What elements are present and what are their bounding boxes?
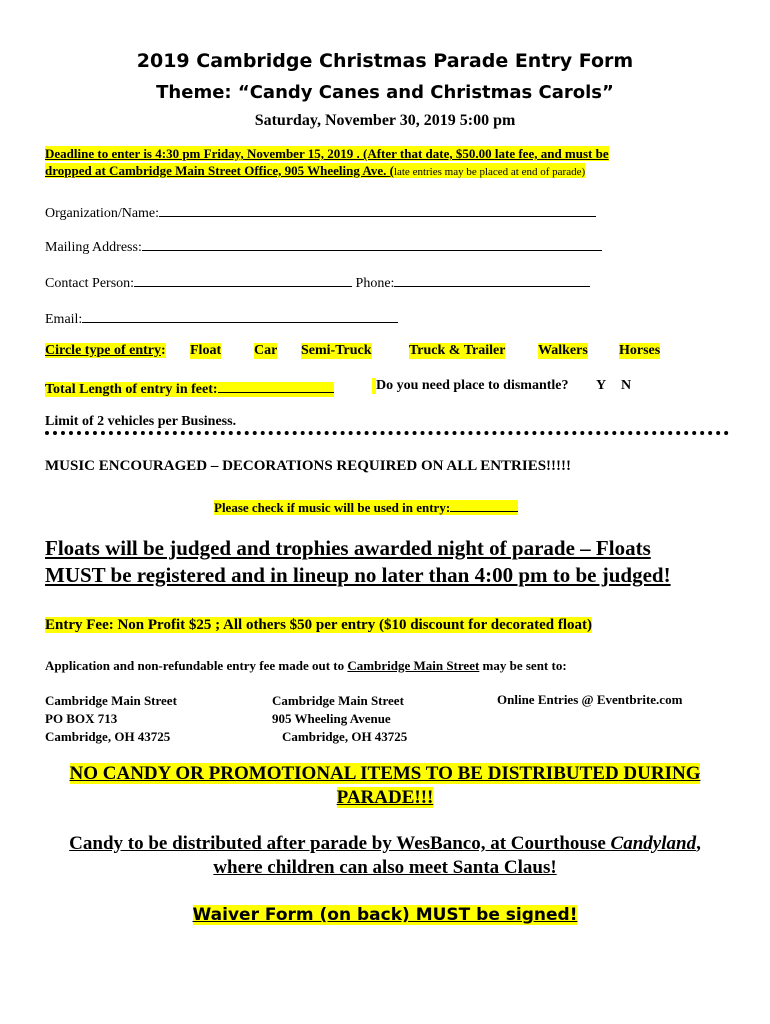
no-candy-text-2: PARADE!!! xyxy=(336,787,434,808)
judging-line-1: Floats will be judged and trophies awarded night of parade – Floats xyxy=(45,536,651,560)
organization-label: Organization/Name: xyxy=(45,206,160,221)
length-blank[interactable] xyxy=(218,378,334,393)
waiver-text: Waiver Form (on back) MUST be signed! xyxy=(192,905,578,925)
length-field[interactable] xyxy=(45,378,334,398)
late-entries-note: late entries may be placed at end of parade) xyxy=(393,166,586,178)
deadline-text-1: Deadline to enter is 4:30 pm Friday, November 15, 2019 . (After that date, $50.00 late fee, and must be xyxy=(45,146,609,161)
judging-line-2: MUST be registered and in lineup no later than 4:00 pm to be judged! xyxy=(45,563,671,587)
application-payee: Cambridge Main Street xyxy=(347,658,480,673)
no-candy-line-2 xyxy=(0,787,770,809)
entry-type-colon: : xyxy=(160,343,166,358)
no-candy-text-1: NO CANDY OR PROMOTIONAL ITEMS TO BE DISTRIBUTED DURING xyxy=(69,763,701,784)
entry-option-truck-trailer[interactable]: Truck & Trailer xyxy=(409,343,506,358)
music-encouraged: MUSIC ENCOURAGED – DECORATIONS REQUIRED ON ALL ENTRIES!!!!! xyxy=(45,458,572,474)
theme-line: Theme: “Candy Canes and Christmas Carols” xyxy=(156,82,614,103)
music-check-label: Please check if music will be used in entry: xyxy=(214,500,451,515)
waiver-notice xyxy=(0,905,770,925)
candy-line-2: where children can also meet Santa Claus! xyxy=(213,857,557,878)
po-box-address xyxy=(45,692,177,746)
mailing-address-label: Mailing Address: xyxy=(45,240,142,255)
application-prefix: Application and non-refundable entry fee made out to xyxy=(45,658,348,673)
dismantle-label: Do you need place to dismantle? xyxy=(376,378,569,393)
email-label: Email: xyxy=(45,312,83,327)
music-check-field[interactable] xyxy=(214,497,518,516)
dismantle-question xyxy=(372,378,569,394)
mailing-address-field[interactable] xyxy=(45,236,602,256)
street-address-line-2: 905 Wheeling Avenue xyxy=(272,711,391,726)
deadline-line-1 xyxy=(45,146,609,162)
dismantle-no[interactable]: N xyxy=(621,378,632,393)
entry-type-label-text: Circle type of entry xyxy=(45,343,161,358)
dismantle-yes[interactable]: Y xyxy=(596,378,607,393)
phone-label: Phone: xyxy=(355,276,395,291)
email-field[interactable] xyxy=(45,308,398,328)
entry-option-car[interactable]: Car xyxy=(254,343,278,358)
entry-option-float[interactable]: Float xyxy=(190,343,222,358)
mailing-address-blank[interactable] xyxy=(142,236,602,251)
parade-date: Saturday, November 30, 2019 5:00 pm xyxy=(254,112,516,129)
street-address-line-1: Cambridge Main Street xyxy=(272,693,404,708)
deadline-text-2: dropped at Cambridge Main Street Office, 905 Wheeling Ave. ( xyxy=(45,163,394,178)
application-instructions xyxy=(45,658,567,674)
entry-type-label xyxy=(45,343,166,359)
email-blank[interactable] xyxy=(82,308,398,323)
vehicle-limit: Limit of 2 vehicles per Business. xyxy=(45,414,237,429)
candy-text-1b: , xyxy=(696,833,701,854)
po-address-line-3: Cambridge, OH 43725 xyxy=(45,729,171,744)
candy-line-1 xyxy=(0,833,770,855)
entry-fee xyxy=(45,617,592,634)
contact-person-blank[interactable] xyxy=(134,272,352,287)
organization-field[interactable] xyxy=(45,202,596,222)
street-address xyxy=(272,692,407,746)
section-divider xyxy=(45,431,729,435)
application-suffix: may be sent to: xyxy=(479,658,567,673)
contact-person-field[interactable] xyxy=(45,272,590,292)
contact-person-label: Contact Person: xyxy=(45,276,135,291)
entry-option-semi-truck[interactable]: Semi-Truck xyxy=(301,343,372,358)
street-address-line-3: Cambridge, OH 43725 xyxy=(282,729,408,744)
online-entries[interactable]: Online Entries @ Eventbrite.com xyxy=(497,692,683,707)
organization-blank[interactable] xyxy=(159,202,596,217)
candy-text-1a: Candy to be distributed after parade by WesBanco, at Courthouse xyxy=(69,833,611,854)
entry-option-horses[interactable]: Horses xyxy=(619,343,661,358)
po-address-line-1: Cambridge Main Street xyxy=(45,693,177,708)
form-title: 2019 Cambridge Christmas Parade Entry Form xyxy=(136,50,634,72)
entry-option-walkers[interactable]: Walkers xyxy=(538,343,588,358)
po-address-line-2: PO BOX 713 xyxy=(45,711,118,726)
candyland-name: Candyland xyxy=(610,833,697,854)
deadline-line-2 xyxy=(45,163,585,179)
phone-blank[interactable] xyxy=(394,272,590,287)
length-label: Total Length of entry in feet: xyxy=(45,382,218,397)
entry-fee-text: Entry Fee: Non Profit $25 ; All others $50 per entry ($10 discount for decorated float) xyxy=(45,617,592,633)
music-check-blank[interactable] xyxy=(450,497,518,512)
no-candy-line-1 xyxy=(0,763,770,785)
